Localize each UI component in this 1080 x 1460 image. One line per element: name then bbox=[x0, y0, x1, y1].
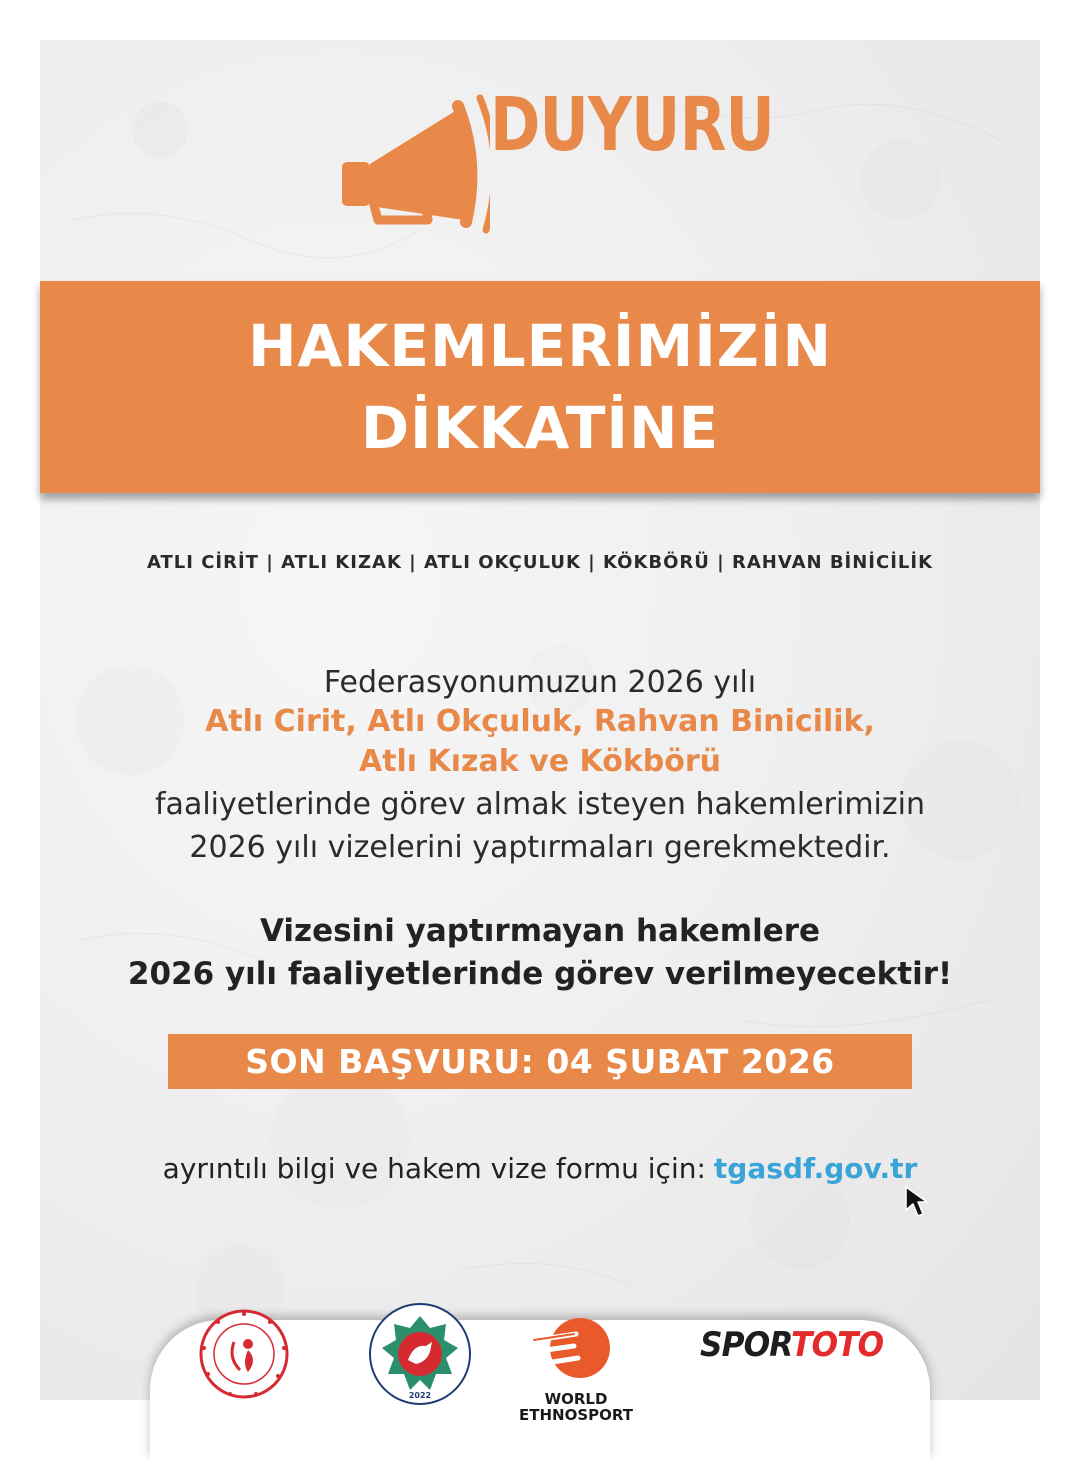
world-ethnosport-logo bbox=[530, 1310, 610, 1390]
sportoto-spor: SPOR bbox=[700, 1325, 792, 1365]
federation-year: 2022 bbox=[408, 1391, 432, 1400]
deadline-badge: SON BAŞVURU: 04 ŞUBAT 2026 bbox=[168, 1034, 912, 1089]
world-ethnosport-wordmark bbox=[508, 1392, 644, 1424]
website-link[interactable]: tgasdf.gov.tr bbox=[713, 1152, 918, 1185]
title-banner bbox=[40, 281, 1040, 493]
ethnosport-line-1: WORLD bbox=[544, 1390, 608, 1408]
banner-title-line1: HAKEMLERİMİZİN bbox=[247, 312, 832, 380]
body-line-5: 2026 yılı vizelerini yaptırmaları gerekmektedir. bbox=[189, 830, 891, 865]
info-line bbox=[0, 1152, 1080, 1185]
body-line-4: faaliyetlerinde görev almak isteyen hakemlerimizin bbox=[155, 787, 925, 822]
federation-logo bbox=[368, 1302, 472, 1406]
warning-line-1: Vizesini yaptırmayan hakemlere bbox=[259, 913, 821, 949]
cursor-pointer-icon bbox=[903, 1184, 935, 1222]
body-line-1: Federasyonumuzun 2026 yılı bbox=[323, 665, 757, 700]
megaphone-icon bbox=[340, 70, 490, 240]
banner-title-line2: DİKKATİNE bbox=[360, 394, 720, 462]
body-line-2-sports: Atlı Cirit, Atlı Okçuluk, Rahvan Binicilik, bbox=[205, 704, 875, 739]
disciplines-list: ATLI CİRİT | ATLI KIZAK | ATLI OKÇULUK | KÖKBÖRÜ | RAHVAN BİNİCİLİK bbox=[146, 552, 934, 573]
body-line-3-sports: Atlı Kızak ve Kökbörü bbox=[358, 744, 722, 779]
sportoto-toto: TOTO bbox=[791, 1325, 884, 1365]
sportoto-logo bbox=[700, 1325, 883, 1365]
warning-line-2: 2026 yılı faaliyetlerinde görev verilmeyecektir! bbox=[127, 956, 953, 992]
ministry-logo bbox=[198, 1308, 290, 1400]
announcement-header bbox=[340, 70, 774, 240]
ethnosport-line-2: ETHNOSPORT bbox=[519, 1405, 633, 1424]
info-text: ayrıntılı bilgi ve hakem vize formu için: bbox=[162, 1152, 706, 1185]
announcement-word: DUYURU bbox=[490, 82, 774, 168]
